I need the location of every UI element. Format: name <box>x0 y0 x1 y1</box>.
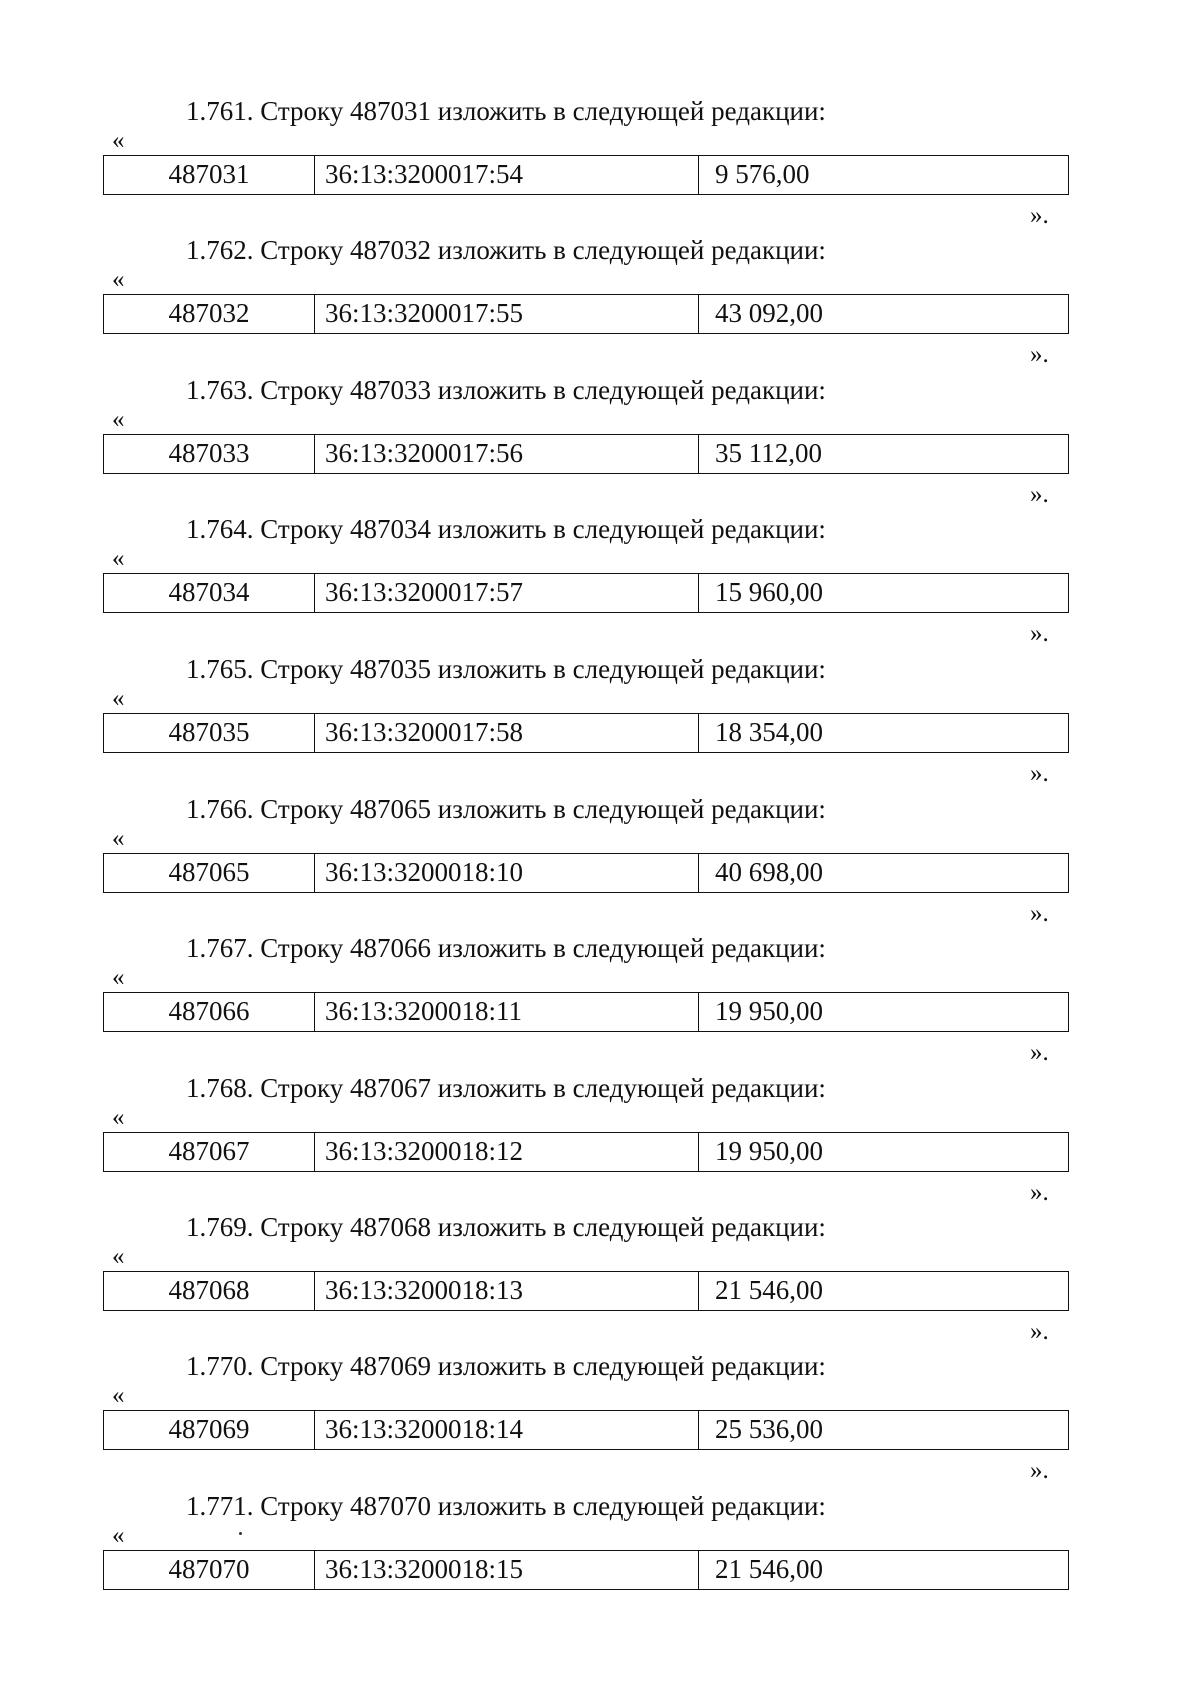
row-code-cell: 487065 <box>104 854 315 892</box>
value-cell: 18 354,00 <box>715 717 823 747</box>
closing-quote-mark: ». <box>1030 620 1049 647</box>
amendment-heading: 1.768. Строку 487067 изложить в следующей редакции: <box>186 1073 826 1103</box>
row-code-cell: 487070 <box>104 1551 315 1589</box>
amendment-item <box>0 1350 1200 1490</box>
amendment-heading: 1.764. Строку 487034 изложить в следующей редакции: <box>186 514 826 544</box>
amendment-item <box>0 793 1200 933</box>
value-cell: 40 698,00 <box>715 857 823 887</box>
amendment-heading: 1.761. Строку 487031 изложить в следующей редакции: <box>186 96 826 126</box>
amendment-heading: 1.771. Строку 487070 изложить в следующей редакции: <box>186 1491 826 1521</box>
amendment-item <box>0 1211 1200 1351</box>
value-cell: 25 536,00 <box>715 1414 823 1444</box>
row-code-cell: 487031 <box>104 156 315 194</box>
amendment-item <box>0 1072 1200 1212</box>
cadastral-number-cell: 36:13:3200018:14 <box>315 1411 699 1449</box>
opening-quote-mark: « <box>112 1104 125 1131</box>
opening-quote-mark: « <box>112 127 125 154</box>
amendment-item <box>0 95 1200 235</box>
amendment-item <box>0 653 1200 793</box>
value-cell: 9 576,00 <box>715 159 810 189</box>
closing-quote-mark: ». <box>1030 202 1049 229</box>
row-code-cell: 487033 <box>104 435 315 473</box>
amendment-heading: 1.762. Строку 487032 изложить в следующей редакции: <box>186 235 826 265</box>
closing-quote-mark: ». <box>1030 1039 1049 1066</box>
value-cell: 19 950,00 <box>715 1136 823 1166</box>
cadastral-number-cell: 36:13:3200018:10 <box>315 854 699 892</box>
closing-quote-mark: ». <box>1030 760 1049 787</box>
value-cell: 19 950,00 <box>715 996 823 1026</box>
amendment-item <box>0 234 1200 374</box>
closing-quote-mark: ». <box>1030 900 1049 927</box>
cadastral-number-cell: 36:13:3200017:57 <box>315 574 699 612</box>
table-row <box>103 853 1069 893</box>
value-cell: 21 546,00 <box>715 1275 823 1305</box>
row-code-cell: 487068 <box>104 1272 315 1310</box>
value-cell: 21 546,00 <box>715 1554 823 1584</box>
closing-quote-mark: ». <box>1030 1179 1049 1206</box>
amendment-heading: 1.766. Строку 487065 изложить в следующей редакции: <box>186 794 826 824</box>
amendment-item <box>0 513 1200 653</box>
amendment-heading: 1.767. Строку 487066 изложить в следующей редакции: <box>186 933 826 963</box>
opening-quote-mark: « <box>112 1382 125 1409</box>
scan-speck <box>239 1532 242 1535</box>
table-row <box>103 1132 1069 1172</box>
table-row <box>103 1550 1069 1590</box>
cadastral-number-cell: 36:13:3200018:11 <box>315 993 699 1031</box>
row-code-cell: 487032 <box>104 295 315 333</box>
amendment-heading: 1.765. Строку 487035 изложить в следующей редакции: <box>186 654 826 684</box>
table-row <box>103 155 1069 195</box>
closing-quote-mark: ». <box>1030 481 1049 508</box>
amendment-item <box>0 374 1200 514</box>
table-row <box>103 573 1069 613</box>
row-code-cell: 487067 <box>104 1133 315 1171</box>
cadastral-number-cell: 36:13:3200017:54 <box>315 156 699 194</box>
closing-quote-mark: ». <box>1030 1318 1049 1345</box>
opening-quote-mark: « <box>112 1243 125 1270</box>
table-row <box>103 434 1069 474</box>
opening-quote-mark: « <box>112 964 125 991</box>
table-row <box>103 294 1069 334</box>
cadastral-number-cell: 36:13:3200017:56 <box>315 435 699 473</box>
table-row <box>103 713 1069 753</box>
cadastral-number-cell: 36:13:3200018:13 <box>315 1272 699 1310</box>
cadastral-number-cell: 36:13:3200017:58 <box>315 714 699 752</box>
row-code-cell: 487069 <box>104 1411 315 1449</box>
amendment-item <box>0 1490 1200 1630</box>
value-cell: 35 112,00 <box>715 438 822 468</box>
opening-quote-mark: « <box>112 825 125 852</box>
cadastral-number-cell: 36:13:3200017:55 <box>315 295 699 333</box>
table-row <box>103 1410 1069 1450</box>
table-row <box>103 1271 1069 1311</box>
value-cell: 43 092,00 <box>715 298 823 328</box>
opening-quote-mark: « <box>112 266 125 293</box>
opening-quote-mark: « <box>112 1522 125 1549</box>
row-code-cell: 487066 <box>104 993 315 1031</box>
amendment-heading: 1.769. Строку 487068 изложить в следующей редакции: <box>186 1212 826 1242</box>
amendment-heading: 1.763. Строку 487033 изложить в следующей редакции: <box>186 375 826 405</box>
table-row <box>103 992 1069 1032</box>
closing-quote-mark: ». <box>1030 1457 1049 1484</box>
closing-quote-mark: ». <box>1030 341 1049 368</box>
cadastral-number-cell: 36:13:3200018:12 <box>315 1133 699 1171</box>
row-code-cell: 487034 <box>104 574 315 612</box>
opening-quote-mark: « <box>112 685 125 712</box>
value-cell: 15 960,00 <box>715 577 823 607</box>
amendment-heading: 1.770. Строку 487069 изложить в следующей редакции: <box>186 1351 826 1381</box>
row-code-cell: 487035 <box>104 714 315 752</box>
opening-quote-mark: « <box>112 545 125 572</box>
amendment-item <box>0 932 1200 1072</box>
cadastral-number-cell: 36:13:3200018:15 <box>315 1551 699 1589</box>
opening-quote-mark: « <box>112 406 125 433</box>
